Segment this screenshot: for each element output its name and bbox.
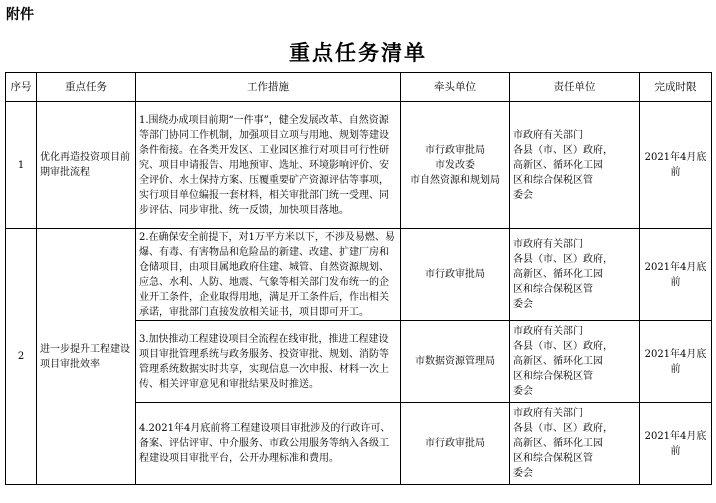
column-header: 重点任务 [37, 73, 136, 102]
lead-unit-line: 市行政审批局 [425, 269, 485, 280]
deadline: 2021年4月底前 [640, 403, 712, 485]
responsible-unit-line: 各县（市、区）政府， [513, 144, 613, 156]
responsible-unit [510, 229, 640, 321]
table-header-row [6, 73, 712, 102]
column-header: 序号 [6, 73, 37, 102]
responsible-unit-line: 高新区、循环化工园 [513, 269, 603, 280]
lead-unit-line: 市行政审批局 [425, 438, 485, 449]
responsible-unit-line: 委会 [513, 299, 533, 310]
task-table [5, 72, 712, 485]
lead-unit-line: 市发改委 [435, 159, 475, 171]
work-measure: 3.加快推动工程建设项目全流程在线审批，推进工程建设项目审批管理系统与政务服务、投资审批、规划、消防等管理系统数据实时共享，实现信息一次申报、材料一次上传、相关评审意见和审批结果及时推送。 [136, 321, 401, 403]
responsible-unit-line: 各县（市、区）政府， [513, 254, 613, 265]
responsible-unit-line: 区和综合保税区管 [513, 453, 593, 464]
deadline: 2021年4月底前 [640, 229, 712, 321]
responsible-unit-line: 市政府有关部门 [513, 408, 583, 419]
responsible-unit-line: 高新区、循环化工园 [513, 159, 603, 171]
lead-unit-line: 市自然资源和规划局 [410, 174, 500, 186]
work-measure: 1.围绕办成项目前期“一件事”，健全发展改革、自然资源等部门协同工作机制，加强项目立项与用地、规划等建设条件衔接。在各类开发区、工业园区推行对项目可行性研究、项目申请报告、用地预审、选址、环境影响评价、安全评价、水土保持方案、压覆重要矿产资源评估等事项，实行项目单位编报一套材料，相关审批部门统一受理、同步评估、同步审批、统一反馈，加快项目落地。 [136, 102, 401, 229]
responsible-unit-line: 委会 [513, 189, 533, 201]
work-measure: 4.2021年4月底前将工程建设项目审批涉及的行政许可、备案、评估评审、中介服务、市政公用服务等纳入各级工程建设项目审批平台，公开办理标准和费用。 [136, 403, 401, 485]
lead-unit [401, 102, 510, 229]
responsible-unit-line: 市政府有关部门 [513, 129, 583, 141]
responsible-unit-line: 市政府有关部门 [513, 239, 583, 250]
key-task: 优化再造投资项目前期审批流程 [37, 102, 136, 229]
responsible-unit-line: 高新区、循环化工园 [513, 356, 603, 367]
responsible-unit [510, 102, 640, 229]
lead-unit [401, 321, 510, 403]
responsible-unit [510, 321, 640, 403]
responsible-unit [510, 403, 640, 485]
deadline: 2021年4月底前 [640, 321, 712, 403]
responsible-unit-line: 各县（市、区）政府， [513, 341, 613, 352]
lead-unit [401, 229, 510, 321]
lead-unit [401, 403, 510, 485]
responsible-unit-line: 区和综合保税区管 [513, 174, 593, 186]
key-task: 进一步提升工程建设项目审批效率 [37, 229, 136, 485]
page-title: 重点任务清单 [289, 40, 427, 65]
lead-unit-line: 市行政审批局 [425, 144, 485, 156]
attachment-label: 附件 [6, 7, 34, 23]
responsible-unit-line: 市政府有关部门 [513, 326, 583, 337]
responsible-unit-line: 区和综合保税区管 [513, 371, 593, 382]
column-header: 完成时限 [640, 73, 712, 102]
lead-unit-line: 市数据资源管理局 [415, 356, 495, 367]
table-row [6, 102, 712, 229]
responsible-unit-line: 高新区、循环化工园 [513, 438, 603, 449]
table-row [6, 229, 712, 321]
row-number: 2 [6, 229, 37, 485]
responsible-unit-line: 区和综合保税区管 [513, 284, 593, 295]
responsible-unit-line: 委会 [513, 386, 533, 397]
column-header: 牵头单位 [401, 73, 510, 102]
column-header: 工作措施 [136, 73, 401, 102]
column-header: 责任单位 [510, 73, 640, 102]
row-number: 1 [6, 102, 37, 229]
work-measure: 2.在确保安全前提下，对1万平方米以下，不涉及易燃、易爆、有毒、有害物品和危险品的新建、改建、扩建厂房和仓储项目，由项目属地政府住建、城管、自然资源规划、应急、水利、人防、地震、气象等相关部门发布统一的企业开工条件，企业取得用地，满足开工条件后，作出相关承诺，审批部门直接发放相关证书，项目即可开工。 [136, 229, 401, 321]
responsible-unit-line: 各县（市、区）政府， [513, 423, 613, 434]
responsible-unit-line: 委会 [513, 468, 533, 479]
deadline: 2021年4月底前 [640, 102, 712, 229]
